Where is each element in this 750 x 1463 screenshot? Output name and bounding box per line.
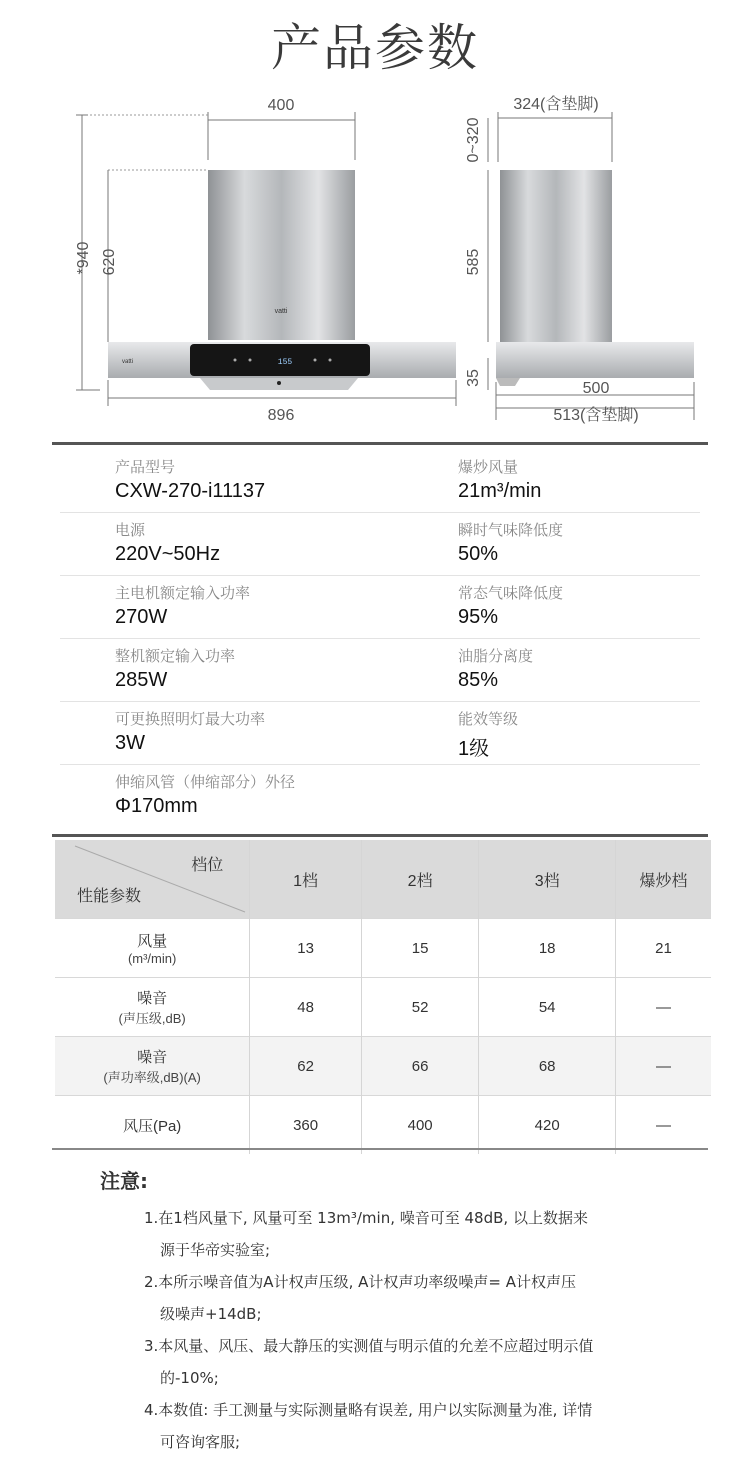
column-header: 1档 (250, 840, 362, 919)
spec-label: 爆炒风量 (458, 458, 519, 476)
table-cell: — (616, 1037, 712, 1096)
note-line: 3.本风量、风压、最大静压的实测值与明示值的允差不应超过明示值 (144, 1337, 594, 1355)
note-line: 2.本所示噪音值为A计权声压级, A计权声功率级噪声= A计权声压 (144, 1273, 576, 1291)
side-canopy (496, 342, 694, 378)
row-header (55, 1096, 250, 1155)
spec-value: 21m³/min (458, 480, 542, 502)
front-brand-logo: vatti (274, 308, 288, 315)
row-unit: (声功率级,dB)(A) (103, 1070, 201, 1085)
row-name: 噪音 (137, 990, 168, 1007)
note-line: 级噪声+14dB; (160, 1305, 262, 1323)
front-width-top-label: 400 (267, 97, 295, 114)
dimension-diagram (0, 90, 750, 435)
front-width-bottom-label: 896 (267, 407, 295, 424)
row-header (55, 978, 250, 1037)
table-cell: 54 (479, 978, 616, 1037)
corner-top-label: 档位 (191, 857, 224, 874)
spec-value: 3W (115, 732, 145, 754)
note-item (144, 1394, 660, 1458)
table-cell: — (616, 978, 712, 1037)
spec-row (60, 450, 700, 513)
table-cell: 13 (250, 919, 362, 978)
side-bottom-height-label: 35 (465, 369, 482, 387)
table-cell: 48 (250, 978, 362, 1037)
performance-table (55, 840, 711, 1154)
side-depth-top-label: 324(含垫脚) (513, 96, 599, 113)
divider-table-top (52, 834, 708, 837)
spec-row (60, 765, 700, 827)
spec-grid (60, 450, 700, 827)
table-cell: 18 (479, 919, 616, 978)
spec-row (60, 702, 700, 765)
row-unit: (声压级,dB) (118, 1011, 186, 1026)
corner-cell (55, 840, 250, 919)
spec-value: Φ170mm (115, 795, 198, 817)
spec-row (60, 639, 700, 702)
spec-value: CXW-270-i11137 (115, 480, 266, 502)
row-name: 风量 (137, 933, 168, 950)
side-depth-mid-label: 500 (582, 380, 610, 397)
front-view (75, 97, 456, 424)
table-cell: 21 (616, 919, 712, 978)
canopy-brand-logo: vatti (122, 359, 134, 365)
table-cell: 15 (361, 919, 478, 978)
table-cell: 52 (361, 978, 478, 1037)
spec-label: 伸缩风管（伸缩部分）外径 (115, 773, 296, 791)
spec-label: 常态气味降低度 (458, 584, 564, 602)
column-header: 爆炒档 (616, 840, 712, 919)
spec-row (60, 576, 700, 639)
row-unit: (m³/min) (127, 951, 177, 966)
row-header (55, 919, 250, 978)
corner-bottom-label: 性能参数 (77, 888, 142, 905)
table-row (55, 1037, 711, 1096)
divider-top (52, 442, 708, 445)
column-header: 3档 (479, 840, 616, 919)
row-name: 风压(Pa) (122, 1117, 182, 1135)
notes-section (100, 1165, 660, 1458)
spec-label: 主电机额定输入功率 (115, 584, 251, 602)
spec-label: 产品型号 (115, 458, 176, 476)
notes-title: 注意: (100, 1169, 148, 1193)
spec-value: 220V~50Hz (115, 543, 221, 565)
spec-value: 1级 (458, 738, 490, 760)
note-item (144, 1202, 660, 1266)
note-line: 4.本数值: 手工测量与实际测量略有误差, 用户以实际测量为准, 详情 (144, 1401, 593, 1419)
spec-value: 50% (458, 543, 499, 565)
table-row (55, 978, 711, 1037)
spec-label: 整机额定输入功率 (115, 647, 236, 665)
table-cell: 62 (250, 1037, 362, 1096)
front-total-height-label: *940 (75, 241, 92, 275)
row-name: 噪音 (137, 1049, 168, 1066)
spec-label: 可更换照明灯最大功率 (115, 710, 266, 728)
table-cell: 66 (361, 1037, 478, 1096)
side-chimney (500, 170, 612, 342)
panel-display: 155 (277, 358, 293, 367)
page-title: 产品参数 (271, 19, 479, 77)
spec-value: 95% (458, 606, 499, 628)
spec-label: 能效等级 (458, 710, 519, 728)
table-cell: 360 (250, 1096, 362, 1155)
side-depth-bottom-label: 513(含垫脚) (553, 407, 639, 424)
spec-value: 270W (115, 606, 168, 628)
spec-row (60, 513, 700, 576)
front-body-height-label: 620 (101, 248, 118, 276)
table-row (55, 919, 711, 978)
divider-table-bottom (52, 1148, 708, 1150)
table-header-row (55, 840, 711, 919)
table-cell: — (616, 1096, 712, 1155)
side-range-top-label: 0~320 (465, 117, 482, 163)
spec-label: 电源 (115, 521, 146, 539)
spec-value: 285W (115, 669, 168, 691)
table-cell: 420 (479, 1096, 616, 1155)
note-line: 源于华帝实验室; (160, 1241, 271, 1259)
table-cell: 400 (361, 1096, 478, 1155)
note-item (144, 1266, 660, 1330)
table-cell: 68 (479, 1037, 616, 1096)
spec-label: 瞬时气味降低度 (458, 521, 564, 539)
note-line: 1.在1档风量下, 风量可至 13m³/min, 噪音可至 48dB, 以上数据来 (144, 1209, 588, 1227)
note-line: 可咨询客服; (160, 1433, 241, 1451)
spec-value: 85% (458, 669, 499, 691)
note-item (144, 1330, 660, 1394)
column-header: 2档 (361, 840, 478, 919)
side-view (465, 95, 694, 424)
spec-label: 油脂分离度 (458, 647, 534, 665)
side-body-height-label: 585 (465, 248, 482, 276)
table-row (55, 1096, 711, 1155)
row-header (55, 1037, 250, 1096)
note-line: 的-10%; (160, 1369, 219, 1387)
